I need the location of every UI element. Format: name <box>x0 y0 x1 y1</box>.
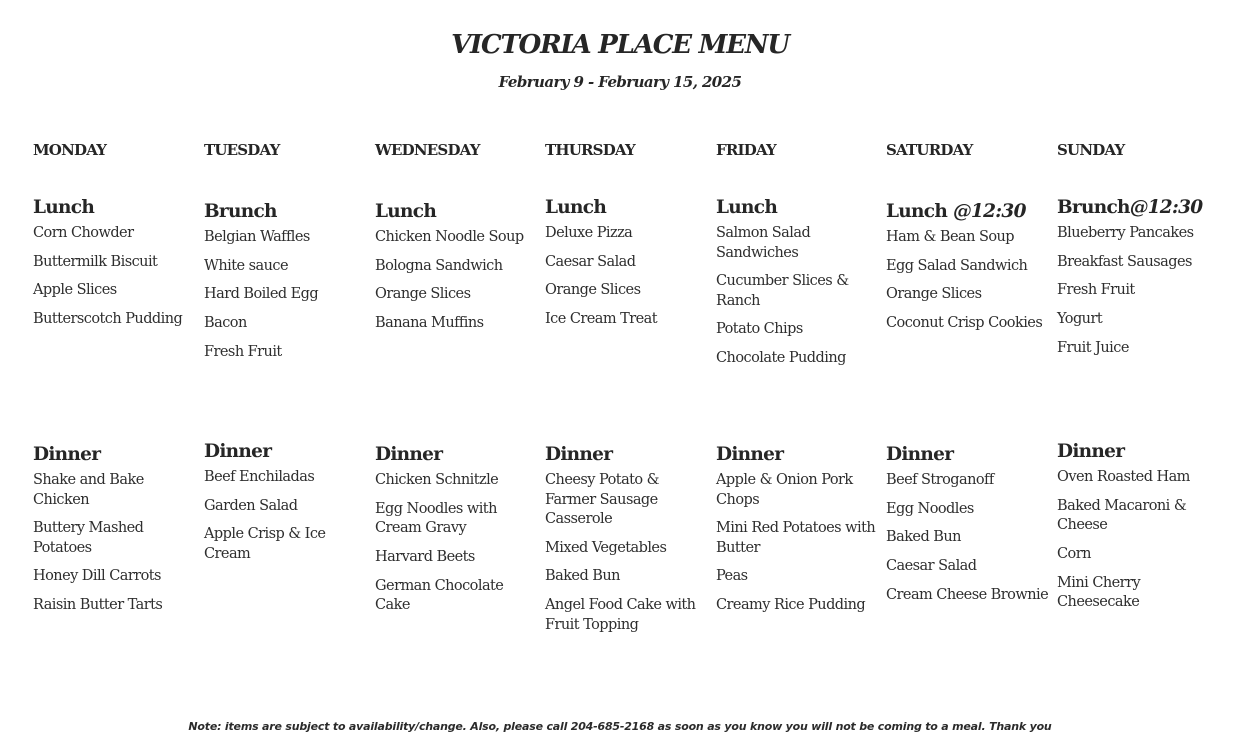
menu-item: Orange Slices <box>886 286 982 303</box>
meal-name: Lunch <box>716 197 778 218</box>
menu-item: Corn <box>1057 545 1091 562</box>
meal-name: Dinner <box>1057 441 1125 462</box>
menu-item-list <box>716 471 884 616</box>
menu-item: Ham & Bean Soup <box>886 229 1015 245</box>
menu-item: Coconut Crisp Cookies <box>886 315 1043 332</box>
menu-item: Beef Stroganoff <box>886 472 994 488</box>
menu-item: Apple Crisp & Ice Cream <box>204 526 326 562</box>
menu-title: VICTORIA PLACE MENU <box>451 30 789 60</box>
meal-title <box>545 444 713 466</box>
meal-name: Brunch <box>1057 197 1130 218</box>
meal-title <box>886 201 1054 223</box>
dinner-section <box>1057 441 1225 622</box>
menu-item: Garden Salad <box>204 497 298 514</box>
menu-item: Apple & Onion Pork Chops <box>716 472 853 508</box>
menu-item: Egg Salad Sandwich <box>886 257 1028 274</box>
menu-item-list <box>1057 468 1225 613</box>
day-heading: SUNDAY <box>1057 141 1125 159</box>
menu-item: Beef Enchiladas <box>204 469 315 485</box>
menu-item-list <box>545 224 713 330</box>
day-heading: WEDNESDAY <box>375 141 480 159</box>
first-meal-section <box>375 201 543 343</box>
menu-item: Breakfast Sausages <box>1057 253 1192 270</box>
menu-item: Mini Cherry Cheesecake <box>1057 574 1141 611</box>
menu-item: Ice Cream Treat <box>545 311 658 328</box>
menu-item: Baked Macaroni & Cheese <box>1057 497 1187 534</box>
meal-title <box>375 444 543 466</box>
meal-name: Lunch <box>375 201 437 222</box>
day-column-monday <box>33 0 201 700</box>
meal-name: Dinner <box>33 444 101 465</box>
day-heading: MONDAY <box>33 141 107 159</box>
meal-name: Brunch <box>204 201 277 222</box>
menu-item: Egg Noodles <box>886 500 974 517</box>
menu-item: German Chocolate Cake <box>375 577 504 614</box>
menu-dates: February 9 - February 15, 2025 <box>498 73 742 91</box>
day-column-wednesday <box>375 0 543 700</box>
menu-item: Cheesy Potato & Farmer Sausage Casserole <box>545 472 660 527</box>
day-heading: THURSDAY <box>545 141 635 159</box>
menu-item-list <box>545 471 713 635</box>
menu-item: Buttermilk Biscuit <box>33 253 158 270</box>
footer-note: Note: items are subject to availability/change. Also, please call 204-685-2168 as soon as you know you will not be coming to a meal. Thank you <box>188 720 1052 733</box>
menu-item: Salmon Salad Sandwiches <box>716 225 811 261</box>
menu-item: Yogurt <box>1057 311 1103 328</box>
meal-title <box>33 444 201 466</box>
menu-item: Mini Red Potatoes with Butter <box>716 520 876 556</box>
meal-title <box>204 441 372 463</box>
meal-title <box>716 197 884 219</box>
day-column-saturday <box>886 0 1054 700</box>
menu-item: Raisin Butter Tarts <box>33 597 163 614</box>
first-meal-section <box>1057 197 1225 367</box>
menu-item: Orange Slices <box>545 282 641 299</box>
menu-item: Cream Cheese Brownie <box>886 586 1049 603</box>
menu-item: Chicken Noodle Soup <box>375 229 524 245</box>
meal-name: Dinner <box>375 444 443 465</box>
meal-name: Dinner <box>204 441 272 462</box>
menu-item: Shake and Bake Chicken <box>33 472 144 508</box>
meal-title <box>375 201 543 223</box>
day-column-friday <box>716 0 884 700</box>
menu-item: Orange Slices <box>375 286 471 303</box>
menu-item: Butterscotch Pudding <box>33 311 183 328</box>
day-column-tuesday <box>204 0 372 700</box>
meal-title <box>716 444 884 466</box>
day-heading: SATURDAY <box>886 141 973 159</box>
menu-item-list <box>204 468 372 564</box>
menu-item-list <box>716 224 884 369</box>
meal-name: Lunch <box>545 197 607 218</box>
first-meal-section <box>204 201 372 371</box>
meal-name: Lunch <box>33 197 95 218</box>
menu-item: Baked Bun <box>545 568 620 585</box>
dinner-section <box>886 444 1054 614</box>
menu-item: Bacon <box>204 315 247 332</box>
meal-title <box>204 201 372 223</box>
meal-name: Dinner <box>886 444 954 465</box>
menu-item: Buttery Mashed Potatoes <box>33 520 144 556</box>
menu-item: Honey Dill Carrots <box>33 568 161 585</box>
menu-item: Caesar Salad <box>886 558 977 575</box>
menu-item: White sauce <box>204 257 288 274</box>
meal-name: Dinner <box>716 444 784 465</box>
menu-item: Fruit Juice <box>1057 339 1129 356</box>
menu-item: Chicken Schnitzle <box>375 472 499 488</box>
menu-item: Hard Boiled Egg <box>204 286 319 303</box>
dinner-section <box>33 444 201 625</box>
menu-item: Cucumber Slices & Ranch <box>716 273 849 309</box>
menu-item: Blueberry Pancakes <box>1057 225 1194 241</box>
meal-title <box>33 197 201 219</box>
menu-item: Corn Chowder <box>33 225 134 241</box>
menu-item: Angel Food Cake with Fruit Topping <box>545 597 696 633</box>
day-column-sunday <box>1057 0 1225 700</box>
menu-item-list <box>33 471 201 616</box>
menu-item-list <box>33 224 201 330</box>
menu-item: Harvard Beets <box>375 548 475 565</box>
menu-item-list <box>375 228 543 334</box>
menu-item: Fresh Fruit <box>204 343 282 360</box>
day-column-thursday <box>545 0 713 700</box>
dinner-section <box>545 444 713 644</box>
meal-title <box>545 197 713 219</box>
menu-item: Chocolate Pudding <box>716 350 846 367</box>
dinner-section <box>204 441 372 574</box>
menu-item: Apple Slices <box>33 282 117 299</box>
first-meal-section <box>545 197 713 339</box>
meal-time: @12:30 <box>1129 197 1203 218</box>
menu-item-list <box>886 228 1054 334</box>
menu-item: Baked Bun <box>886 529 961 546</box>
meal-time: @12:30 <box>953 201 1026 222</box>
meal-title <box>1057 197 1225 219</box>
menu-item-list <box>886 471 1054 605</box>
menu-item: Deluxe Pizza <box>545 225 633 241</box>
first-meal-section <box>716 197 884 378</box>
menu-item: Oven Roasted Ham <box>1057 469 1190 485</box>
menu-item: Mixed Vegetables <box>545 539 667 556</box>
first-meal-section <box>33 197 201 339</box>
menu-item-list <box>204 228 372 362</box>
menu-item: Creamy Rice Pudding <box>716 597 866 614</box>
menu-item: Peas <box>716 568 748 585</box>
meal-title <box>886 444 1054 466</box>
menu-item: Banana Muffins <box>375 315 484 332</box>
meal-name: Dinner <box>545 444 613 465</box>
menu-item: Caesar Salad <box>545 253 636 270</box>
dinner-section <box>375 444 543 625</box>
first-meal-section <box>886 201 1054 343</box>
menu-item: Egg Noodles with Cream Gravy <box>375 500 497 537</box>
menu-item: Potato Chips <box>716 321 803 338</box>
dinner-section <box>716 444 884 625</box>
meal-title <box>1057 441 1225 463</box>
day-heading: TUESDAY <box>204 141 280 159</box>
menu-item: Belgian Waffles <box>204 229 310 245</box>
menu-item: Fresh Fruit <box>1057 282 1135 299</box>
day-heading: FRIDAY <box>716 141 776 159</box>
meal-name: Lunch <box>886 201 948 222</box>
menu-item-list <box>375 471 543 616</box>
menu-item: Bologna Sandwich <box>375 257 503 274</box>
menu-item-list <box>1057 224 1225 358</box>
